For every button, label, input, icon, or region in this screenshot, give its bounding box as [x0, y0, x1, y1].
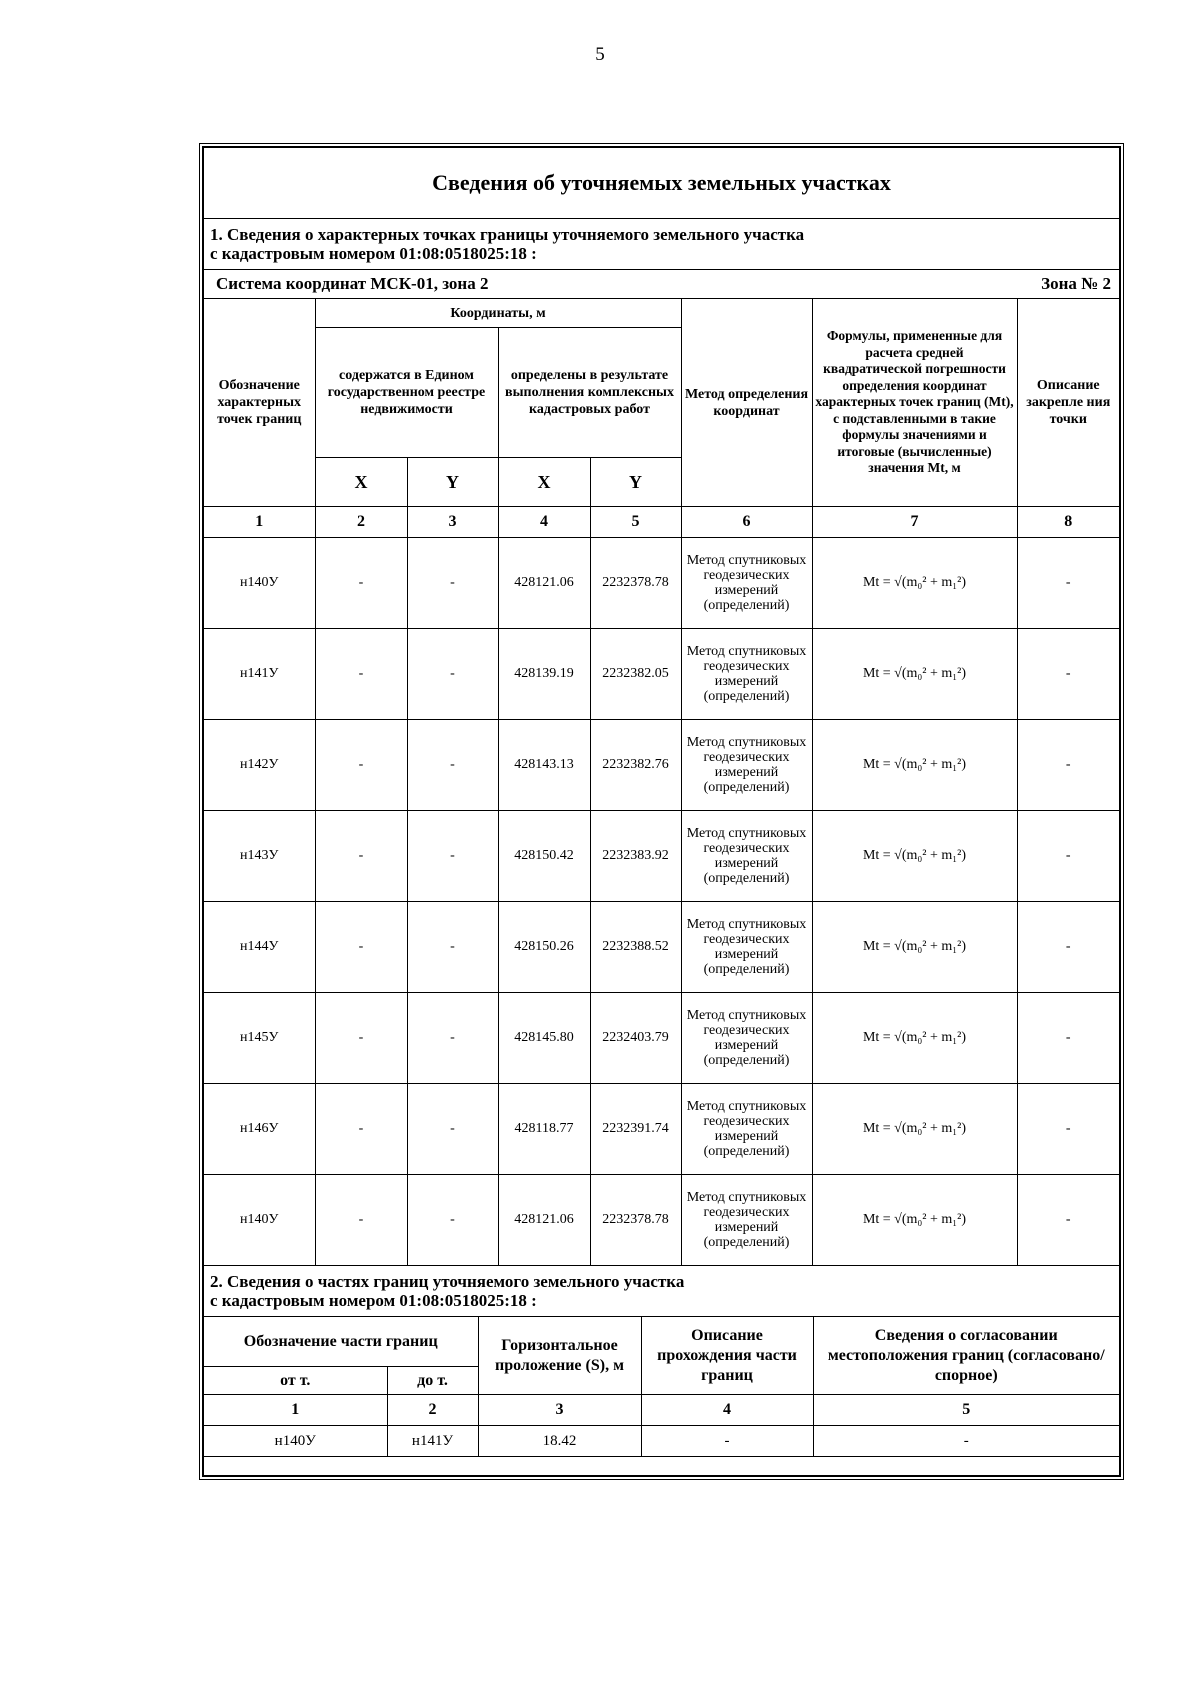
header-determined: определены в результате выполнения комплексных кадастровых работ: [498, 328, 681, 458]
agreement-info: -: [813, 1426, 1119, 1457]
formula: Mt = √(m₀² + m₁²): [812, 1084, 1017, 1175]
from-point: н140У: [204, 1426, 387, 1457]
table-row: [204, 629, 1119, 720]
x-registry: -: [315, 902, 407, 993]
method: Метод спутниковых геодезических измерений (определений): [681, 720, 812, 811]
x-coordinate: 428118.77: [498, 1084, 590, 1175]
x-coordinate: 428143.13: [498, 720, 590, 811]
header-agreement: Сведения о согласовании местоположения границ (согласовано/спорное): [813, 1317, 1119, 1395]
y-coordinate: 2232403.79: [590, 993, 681, 1084]
column-number: 4: [641, 1395, 813, 1426]
column-numbers-row: [204, 1395, 1119, 1426]
x-coordinate: 428121.06: [498, 1175, 590, 1266]
header-from: от т.: [204, 1367, 387, 1395]
formula: Mt = √(m₀² + m₁²): [812, 629, 1017, 720]
point-designation: н141У: [204, 629, 315, 720]
x-registry: -: [315, 538, 407, 629]
table-row: [204, 720, 1119, 811]
formula: Mt = √(m₀² + m₁²): [812, 538, 1017, 629]
page-title: Сведения об уточняемых земельных участках: [204, 148, 1119, 219]
section2-heading-line1: 2. Сведения о частях границ уточняемого земельного участка: [210, 1272, 685, 1291]
header-formulas: Формулы, примененные для расчета средней квадратической погрешности определения координат характерных точек границ (Mt), с подставленными в такие формулы значениями и итоговые (вычисленные) значения Mt, м: [812, 299, 1017, 507]
y-coordinate: 2232383.92: [590, 811, 681, 902]
column-number: 2: [315, 507, 407, 538]
section1-heading-line1: 1. Сведения о характерных точках границы уточняемого земельного участка: [210, 225, 805, 244]
table-row: [204, 993, 1119, 1084]
y-coordinate: 2232388.52: [590, 902, 681, 993]
section2-heading-line2: с кадастровым номером 01:08:0518025:18 :: [210, 1291, 537, 1310]
point-designation: н142У: [204, 720, 315, 811]
formula: Mt = √(m₀² + m₁²): [812, 993, 1017, 1084]
to-point: н141У: [387, 1426, 478, 1457]
x-registry: -: [315, 1175, 407, 1266]
point-description: -: [1017, 993, 1119, 1084]
coordinate-system: Система координат МСК-01, зона 2: [216, 274, 489, 293]
method: Метод спутниковых геодезических измерений (определений): [681, 538, 812, 629]
point-designation: н144У: [204, 902, 315, 993]
column-number: 7: [812, 507, 1017, 538]
point-description: -: [1017, 629, 1119, 720]
formula: Mt = √(m₀² + m₁²): [812, 720, 1017, 811]
method: Метод спутниковых геодезических измерений (определений): [681, 993, 812, 1084]
header-x-determined: X: [498, 458, 590, 507]
header-coordinates: Координаты, м: [315, 299, 681, 328]
x-coordinate: 428145.80: [498, 993, 590, 1084]
y-registry: -: [407, 629, 498, 720]
zone-label: Зона № 2: [1041, 274, 1112, 293]
y-coordinate: 2232382.76: [590, 720, 681, 811]
empty-cell: [204, 1457, 1119, 1476]
column-number: 3: [407, 507, 498, 538]
point-description: -: [1017, 1084, 1119, 1175]
header-y-determined: Y: [590, 458, 681, 507]
x-registry: -: [315, 629, 407, 720]
y-coordinate: 2232378.78: [590, 1175, 681, 1266]
point-description: -: [1017, 720, 1119, 811]
table-row: [204, 1426, 1119, 1457]
x-coordinate: 428139.19: [498, 629, 590, 720]
x-registry: -: [315, 811, 407, 902]
y-registry: -: [407, 538, 498, 629]
formula: Mt = √(m₀² + m₁²): [812, 811, 1017, 902]
table-row: [204, 902, 1119, 993]
column-number: 1: [204, 1395, 387, 1426]
page-number: 5: [595, 44, 605, 65]
column-number: 5: [590, 507, 681, 538]
y-coordinate: 2232382.05: [590, 629, 681, 720]
section1-heading-line2: с кадастровым номером 01:08:0518025:18 :: [210, 244, 537, 263]
column-number: 8: [1017, 507, 1119, 538]
method: Метод спутниковых геодезических измерений (определений): [681, 629, 812, 720]
y-coordinate: 2232378.78: [590, 538, 681, 629]
method: Метод спутниковых геодезических измерений (определений): [681, 902, 812, 993]
method: Метод спутниковых геодезических измерений (определений): [681, 1175, 812, 1266]
method: Метод спутниковых геодезических измерений (определений): [681, 811, 812, 902]
header-description: Описание закрепле ния точки: [1017, 299, 1119, 507]
point-description: -: [1017, 811, 1119, 902]
boundary-parts-table: [204, 1265, 1119, 1475]
column-number: 5: [813, 1395, 1119, 1426]
x-coordinate: 428121.06: [498, 538, 590, 629]
boundary-points-table: [204, 148, 1119, 1266]
y-registry: -: [407, 720, 498, 811]
header-designation: Обозначение характерных точек границ: [204, 299, 315, 507]
y-coordinate: 2232391.74: [590, 1084, 681, 1175]
point-designation: н143У: [204, 811, 315, 902]
formula: Mt = √(m₀² + m₁²): [812, 1175, 1017, 1266]
column-number: 3: [478, 1395, 641, 1426]
point-description: -: [1017, 902, 1119, 993]
column-numbers-row: [204, 507, 1119, 538]
table-row: [204, 811, 1119, 902]
header-method: Метод определения координат: [681, 299, 812, 507]
header-in-registry: содержатся в Едином государственном реестре недвижимости: [315, 328, 498, 458]
passage-description: -: [641, 1426, 813, 1457]
y-registry: -: [407, 902, 498, 993]
point-designation: н145У: [204, 993, 315, 1084]
table-row: [204, 1175, 1119, 1266]
column-number: 4: [498, 507, 590, 538]
y-registry: -: [407, 811, 498, 902]
column-number: 1: [204, 507, 315, 538]
table-row: [204, 538, 1119, 629]
horizontal-distance: 18.42: [478, 1426, 641, 1457]
header-passage: Описание прохождения части границ: [641, 1317, 813, 1395]
point-designation: н140У: [204, 538, 315, 629]
column-number: 6: [681, 507, 812, 538]
point-description: -: [1017, 1175, 1119, 1266]
x-coordinate: 428150.42: [498, 811, 590, 902]
x-registry: -: [315, 993, 407, 1084]
point-designation: н146У: [204, 1084, 315, 1175]
x-coordinate: 428150.26: [498, 902, 590, 993]
x-registry: -: [315, 720, 407, 811]
header-x-registry: X: [315, 458, 407, 507]
method: Метод спутниковых геодезических измерений (определений): [681, 1084, 812, 1175]
point-designation: н140У: [204, 1175, 315, 1266]
y-registry: -: [407, 1084, 498, 1175]
table-row: [204, 1084, 1119, 1175]
x-registry: -: [315, 1084, 407, 1175]
empty-row: [204, 1457, 1119, 1476]
section2-heading: [204, 1266, 1119, 1317]
header-part-designation: Обозначение части границ: [204, 1317, 478, 1367]
column-number: 2: [387, 1395, 478, 1426]
section1-heading: [204, 219, 1119, 270]
header-y-registry: Y: [407, 458, 498, 507]
formula: Mt = √(m₀² + m₁²): [812, 902, 1017, 993]
document-frame: [202, 146, 1121, 1477]
point-description: -: [1017, 538, 1119, 629]
coordinate-system-row: [204, 270, 1119, 299]
header-horizontal: Горизонтальное проложение (S), м: [478, 1317, 641, 1395]
y-registry: -: [407, 993, 498, 1084]
header-to: до т.: [387, 1367, 478, 1395]
y-registry: -: [407, 1175, 498, 1266]
